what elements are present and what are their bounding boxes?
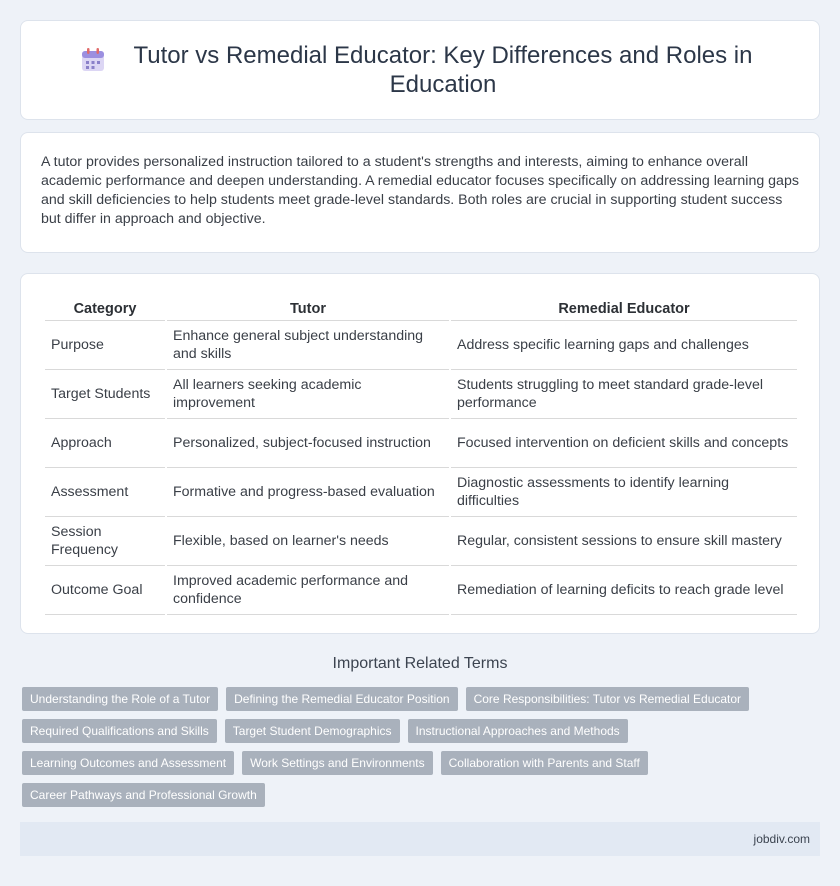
row-remedial: Address specific learning gaps and challenges <box>451 321 797 370</box>
row-category: Assessment <box>45 468 165 517</box>
table-header-row <box>45 294 797 321</box>
row-tutor: Personalized, subject-focused instruction <box>167 419 449 468</box>
page-title: Tutor vs Remedial Educator: Key Differences and Roles in Education <box>133 42 753 98</box>
header-remedial-educator: Remedial Educator <box>451 294 797 321</box>
related-term-link[interactable]: Instructional Approaches and Methods <box>408 719 628 743</box>
row-remedial: Focused intervention on deficient skills and concepts <box>451 419 797 468</box>
calendar-icon <box>80 47 106 73</box>
intro-text: A tutor provides personalized instruction tailored to a student's strengths and interests, aiming to enhance overall academic performance and deepen understanding. A remedial educator focuses specifically on addressing learning gaps and skill deficiencies to help students meet grade-level standards. Both roles are crucial in supporting student success but differ in approach and objective. <box>41 154 799 227</box>
table-row <box>45 321 797 370</box>
header-category: Category <box>45 294 165 321</box>
table-row <box>45 370 797 419</box>
related-term-link[interactable]: Required Qualifications and Skills <box>22 719 217 743</box>
related-terms-title: Important Related Terms <box>332 655 508 672</box>
title-card <box>20 20 820 120</box>
row-tutor: Formative and progress-based evaluation <box>167 468 449 517</box>
footer-site-link[interactable]: jobdiv.com <box>753 832 810 846</box>
related-term-link[interactable]: Learning Outcomes and Assessment <box>22 751 234 775</box>
row-remedial: Remediation of learning deficits to reach grade level <box>451 566 797 615</box>
row-category: Purpose <box>45 321 165 370</box>
related-term-link[interactable]: Work Settings and Environments <box>242 751 433 775</box>
table-row <box>45 419 797 468</box>
row-category: Approach <box>45 419 165 468</box>
related-terms-list <box>22 687 822 815</box>
tag-row <box>22 687 822 711</box>
related-term-link[interactable]: Career Pathways and Professional Growth <box>22 783 265 807</box>
comparison-table <box>43 294 799 615</box>
row-category: Session Frequency <box>45 517 165 566</box>
tag-row <box>22 719 822 743</box>
row-tutor: Improved academic performance and confidence <box>167 566 449 615</box>
tag-row <box>22 751 822 775</box>
related-term-link[interactable]: Target Student Demographics <box>225 719 400 743</box>
table-row <box>45 566 797 615</box>
comparison-card <box>20 273 820 634</box>
title-wrap <box>80 41 760 99</box>
related-term-link[interactable]: Collaboration with Parents and Staff <box>441 751 648 775</box>
related-term-link[interactable]: Core Responsibilities: Tutor vs Remedial Educator <box>466 687 749 711</box>
related-term-link[interactable]: Understanding the Role of a Tutor <box>22 687 218 711</box>
row-remedial: Diagnostic assessments to identify learning difficulties <box>451 468 797 517</box>
header-tutor: Tutor <box>167 294 449 321</box>
related-term-link[interactable]: Defining the Remedial Educator Position <box>226 687 457 711</box>
tag-row <box>22 783 822 807</box>
row-remedial: Students struggling to meet standard grade-level performance <box>451 370 797 419</box>
row-remedial: Regular, consistent sessions to ensure skill mastery <box>451 517 797 566</box>
table-row <box>45 468 797 517</box>
footer <box>20 822 820 856</box>
row-category: Outcome Goal <box>45 566 165 615</box>
row-tutor: All learners seeking academic improvement <box>167 370 449 419</box>
intro-card <box>20 132 820 253</box>
row-tutor: Enhance general subject understanding and skills <box>167 321 449 370</box>
row-tutor: Flexible, based on learner's needs <box>167 517 449 566</box>
row-category: Target Students <box>45 370 165 419</box>
table-row <box>45 517 797 566</box>
